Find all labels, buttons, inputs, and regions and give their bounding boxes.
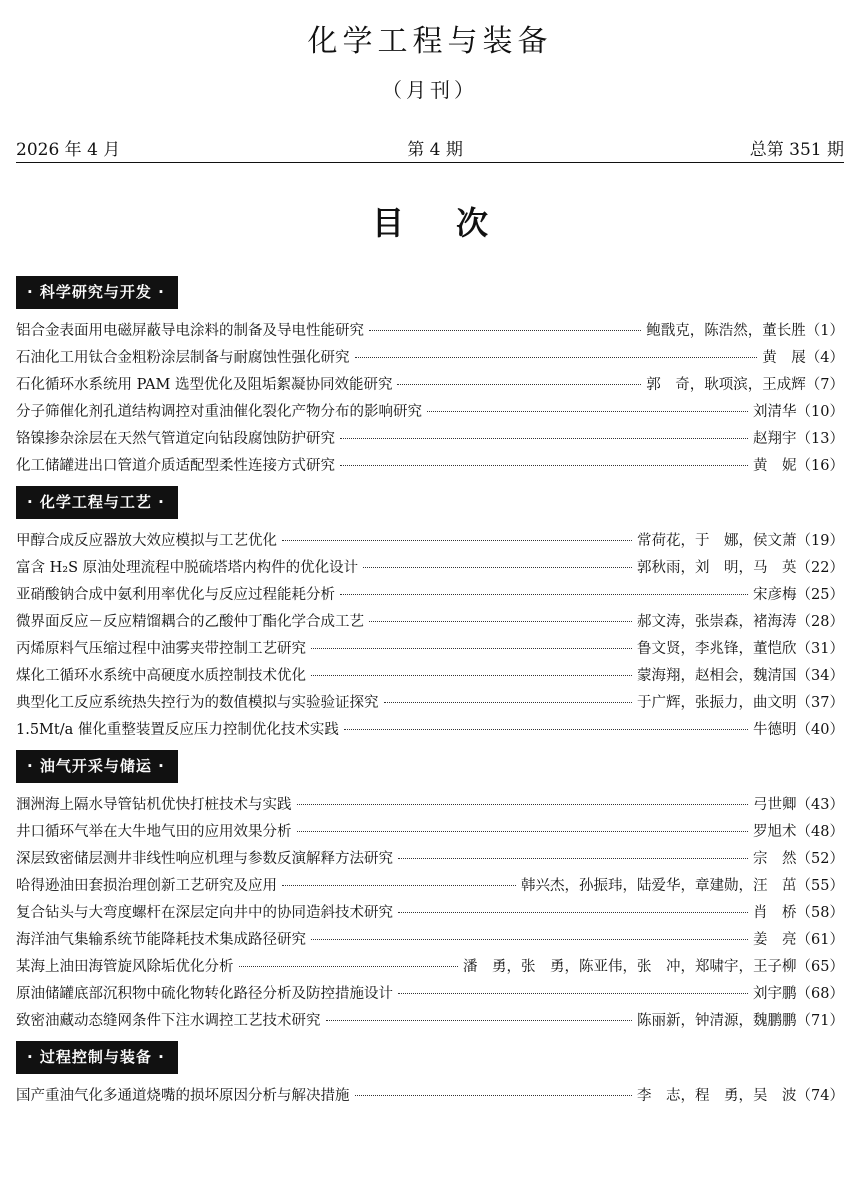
toc-entry[interactable] [16,528,844,555]
toc-entry[interactable] [16,372,844,399]
dot-leader [239,965,459,967]
dot-leader [384,701,633,703]
dot-leader [297,803,749,805]
entry-authors-page: 姜 亮（61） [753,932,844,948]
entry-authors-page: 弓世卿（43） [753,797,844,813]
journal-title: 化学工程与装备 [307,24,553,59]
toc-entry[interactable] [16,582,844,609]
entry-title: 致密油藏动态缝网条件下注水调控工艺技术研究 [16,1013,321,1029]
section-header: · 过程控制与装备 · [16,1041,178,1074]
dot-leader [427,410,748,412]
entry-authors-page: 黄 展（4） [762,350,844,366]
dot-leader [355,1094,633,1096]
toc-heading [0,198,860,244]
entry-authors-page: 常荷花，于 娜，侯文萧（19） [637,533,844,549]
toc-section [16,750,844,1035]
dot-leader [355,356,758,358]
entry-title: 井口循环气举在大牛地气田的应用效果分析 [16,824,292,840]
toc-entry[interactable] [16,345,844,372]
toc-section [16,276,844,480]
toc-entry[interactable] [16,954,844,981]
entry-authors-page: 韩兴杰，孙振玮，陆爱华，章建勋，汪 茁（55） [521,878,844,894]
entry-title: 分子筛催化剂孔道结构调控对重油催化裂化产物分布的影响研究 [16,404,422,420]
entry-title: 铬镍掺杂涂层在天然气管道定向钻段腐蚀防护研究 [16,431,335,447]
toc-entry[interactable] [16,819,844,846]
entry-authors-page: 鲍戬克，陈浩然，董长胜（1） [646,323,844,339]
entry-title: 富含 H₂S 原油处理流程中脱硫塔塔内构件的优化设计 [16,560,359,576]
entry-title: 某海上油田海管旋风除垢优化分析 [16,959,234,975]
entry-authors-page: 罗旭术（48） [753,824,844,840]
entry-authors-page: 李 志，程 勇，吴 波（74） [637,1088,844,1104]
entry-authors-page: 刘清华（10） [753,404,844,420]
entry-authors-page: 宗 然（52） [753,851,844,867]
toc-entry[interactable] [16,927,844,954]
issue-date: 2026 年 4 月 [16,139,121,160]
toc-entry[interactable] [16,609,844,636]
toc-entry[interactable] [16,792,844,819]
toc-entry[interactable] [16,900,844,927]
toc-entry[interactable] [16,318,844,345]
entry-title: 哈得逊油田套损治理创新工艺研究及应用 [16,878,277,894]
entry-title: 海洋油气集输系统节能降耗技术集成路径研究 [16,932,306,948]
toc-entry[interactable] [16,846,844,873]
dot-leader [311,938,748,940]
toc-section [16,486,844,744]
toc-heading-text: 目次 [371,204,540,242]
entry-authors-page: 陈丽新，钟清源，魏鹏鹏（71） [637,1013,844,1029]
toc-entry[interactable] [16,1083,844,1110]
entry-title: 微界面反应－反应精馏耦合的乙酸仲丁酯化学合成工艺 [16,614,364,630]
section-header: · 化学工程与工艺 · [16,486,178,519]
entry-authors-page: 蒙海翔，赵相会，魏清国（34） [637,668,844,684]
entry-title: 复合钻头与大弯度螺杆在深层定向井中的协同造斜技术研究 [16,905,393,921]
toc-entry[interactable] [16,453,844,480]
dot-leader [282,539,632,541]
dot-leader [297,830,749,832]
entry-authors-page: 刘宇鹏（68） [753,986,844,1002]
entry-authors-page: 郭 奇，耿项滨，王成辉（7） [646,377,844,393]
dot-leader [398,992,748,994]
toc-entry[interactable] [16,981,844,1008]
entry-title: 涠洲海上隔水导管钻机优快打桩技术与实践 [16,797,292,813]
section-header: · 科学研究与开发 · [16,276,178,309]
entry-authors-page: 肖 桥（58） [753,905,844,921]
journal-frequency: （月刊） [382,78,478,102]
toc-entry[interactable] [16,873,844,900]
entry-title: 甲醇合成反应器放大效应模拟与工艺优化 [16,533,277,549]
entry-title: 深层致密储层测井非线性响应机理与参数反演解释方法研究 [16,851,393,867]
entry-authors-page: 黄 妮（16） [753,458,844,474]
dot-leader [340,464,748,466]
dot-leader [282,884,516,886]
issue-info-bar [16,132,844,163]
toc-entry[interactable] [16,399,844,426]
section-header: · 油气开采与储运 · [16,750,178,783]
dot-leader [340,593,748,595]
entry-title: 1.5Mt/a 催化重整装置反应压力控制优化技术实践 [16,722,339,738]
toc-entry[interactable] [16,690,844,717]
entry-title: 亚硝酸钠合成中氨利用率优化与反应过程能耗分析 [16,587,335,603]
dot-leader [311,647,632,649]
toc-entry[interactable] [16,426,844,453]
entry-authors-page: 潘 勇，张 勇，陈亚伟，张 冲，郑啸宇，王子柳（65） [463,959,844,975]
dot-leader [311,674,632,676]
entry-title: 煤化工循环水系统中高硬度水质控制技术优化 [16,668,306,684]
issue-number: 第 4 期 [407,139,463,160]
entry-title: 典型化工反应系统热失控行为的数值模拟与实验验证探究 [16,695,379,711]
entry-title: 丙烯原料气压缩过程中油雾夹带控制工艺研究 [16,641,306,657]
dot-leader [326,1019,633,1021]
total-issue-number: 总第 351 期 [749,139,844,160]
dot-leader [369,620,632,622]
dot-leader [398,911,748,913]
entry-title: 国产重油气化多通道烧嘴的损坏原因分析与解决措施 [16,1088,350,1104]
toc-entry[interactable] [16,663,844,690]
entry-title: 化工储罐进出口管道介质适配型柔性连接方式研究 [16,458,335,474]
toc-entry[interactable] [16,555,844,582]
toc-entry[interactable] [16,636,844,663]
entry-authors-page: 宋彦梅（25） [753,587,844,603]
entry-authors-page: 牛德明（40） [753,722,844,738]
dot-leader [344,728,748,730]
toc-entry[interactable] [16,717,844,744]
dot-leader [398,857,748,859]
entry-title: 石化循环水系统用 PAM 选型优化及阻垢絮凝协同效能研究 [16,377,393,393]
entry-title: 原油储罐底部沉积物中硫化物转化路径分析及防控措施设计 [16,986,393,1002]
table-of-contents [16,276,844,1116]
entry-authors-page: 鲁文贤，李兆锋，董恺欣（31） [637,641,844,657]
entry-authors-page: 郭秋雨，刘 明，马 英（22） [637,560,844,576]
entry-title: 石油化工用钛合金粗粉涂层制备与耐腐蚀性强化研究 [16,350,350,366]
dot-leader [340,437,748,439]
entry-authors-page: 于广辉，张振力，曲文明（37） [637,695,844,711]
entry-authors-page: 郝文涛，张崇森，褚海涛（28） [637,614,844,630]
entry-authors-page: 赵翔宇（13） [753,431,844,447]
dot-leader [397,383,641,385]
dot-leader [369,329,641,331]
dot-leader [363,566,632,568]
toc-section [16,1041,844,1110]
entry-title: 铝合金表面用电磁屏蔽导电涂料的制备及导电性能研究 [16,323,364,339]
toc-entry[interactable] [16,1008,844,1035]
